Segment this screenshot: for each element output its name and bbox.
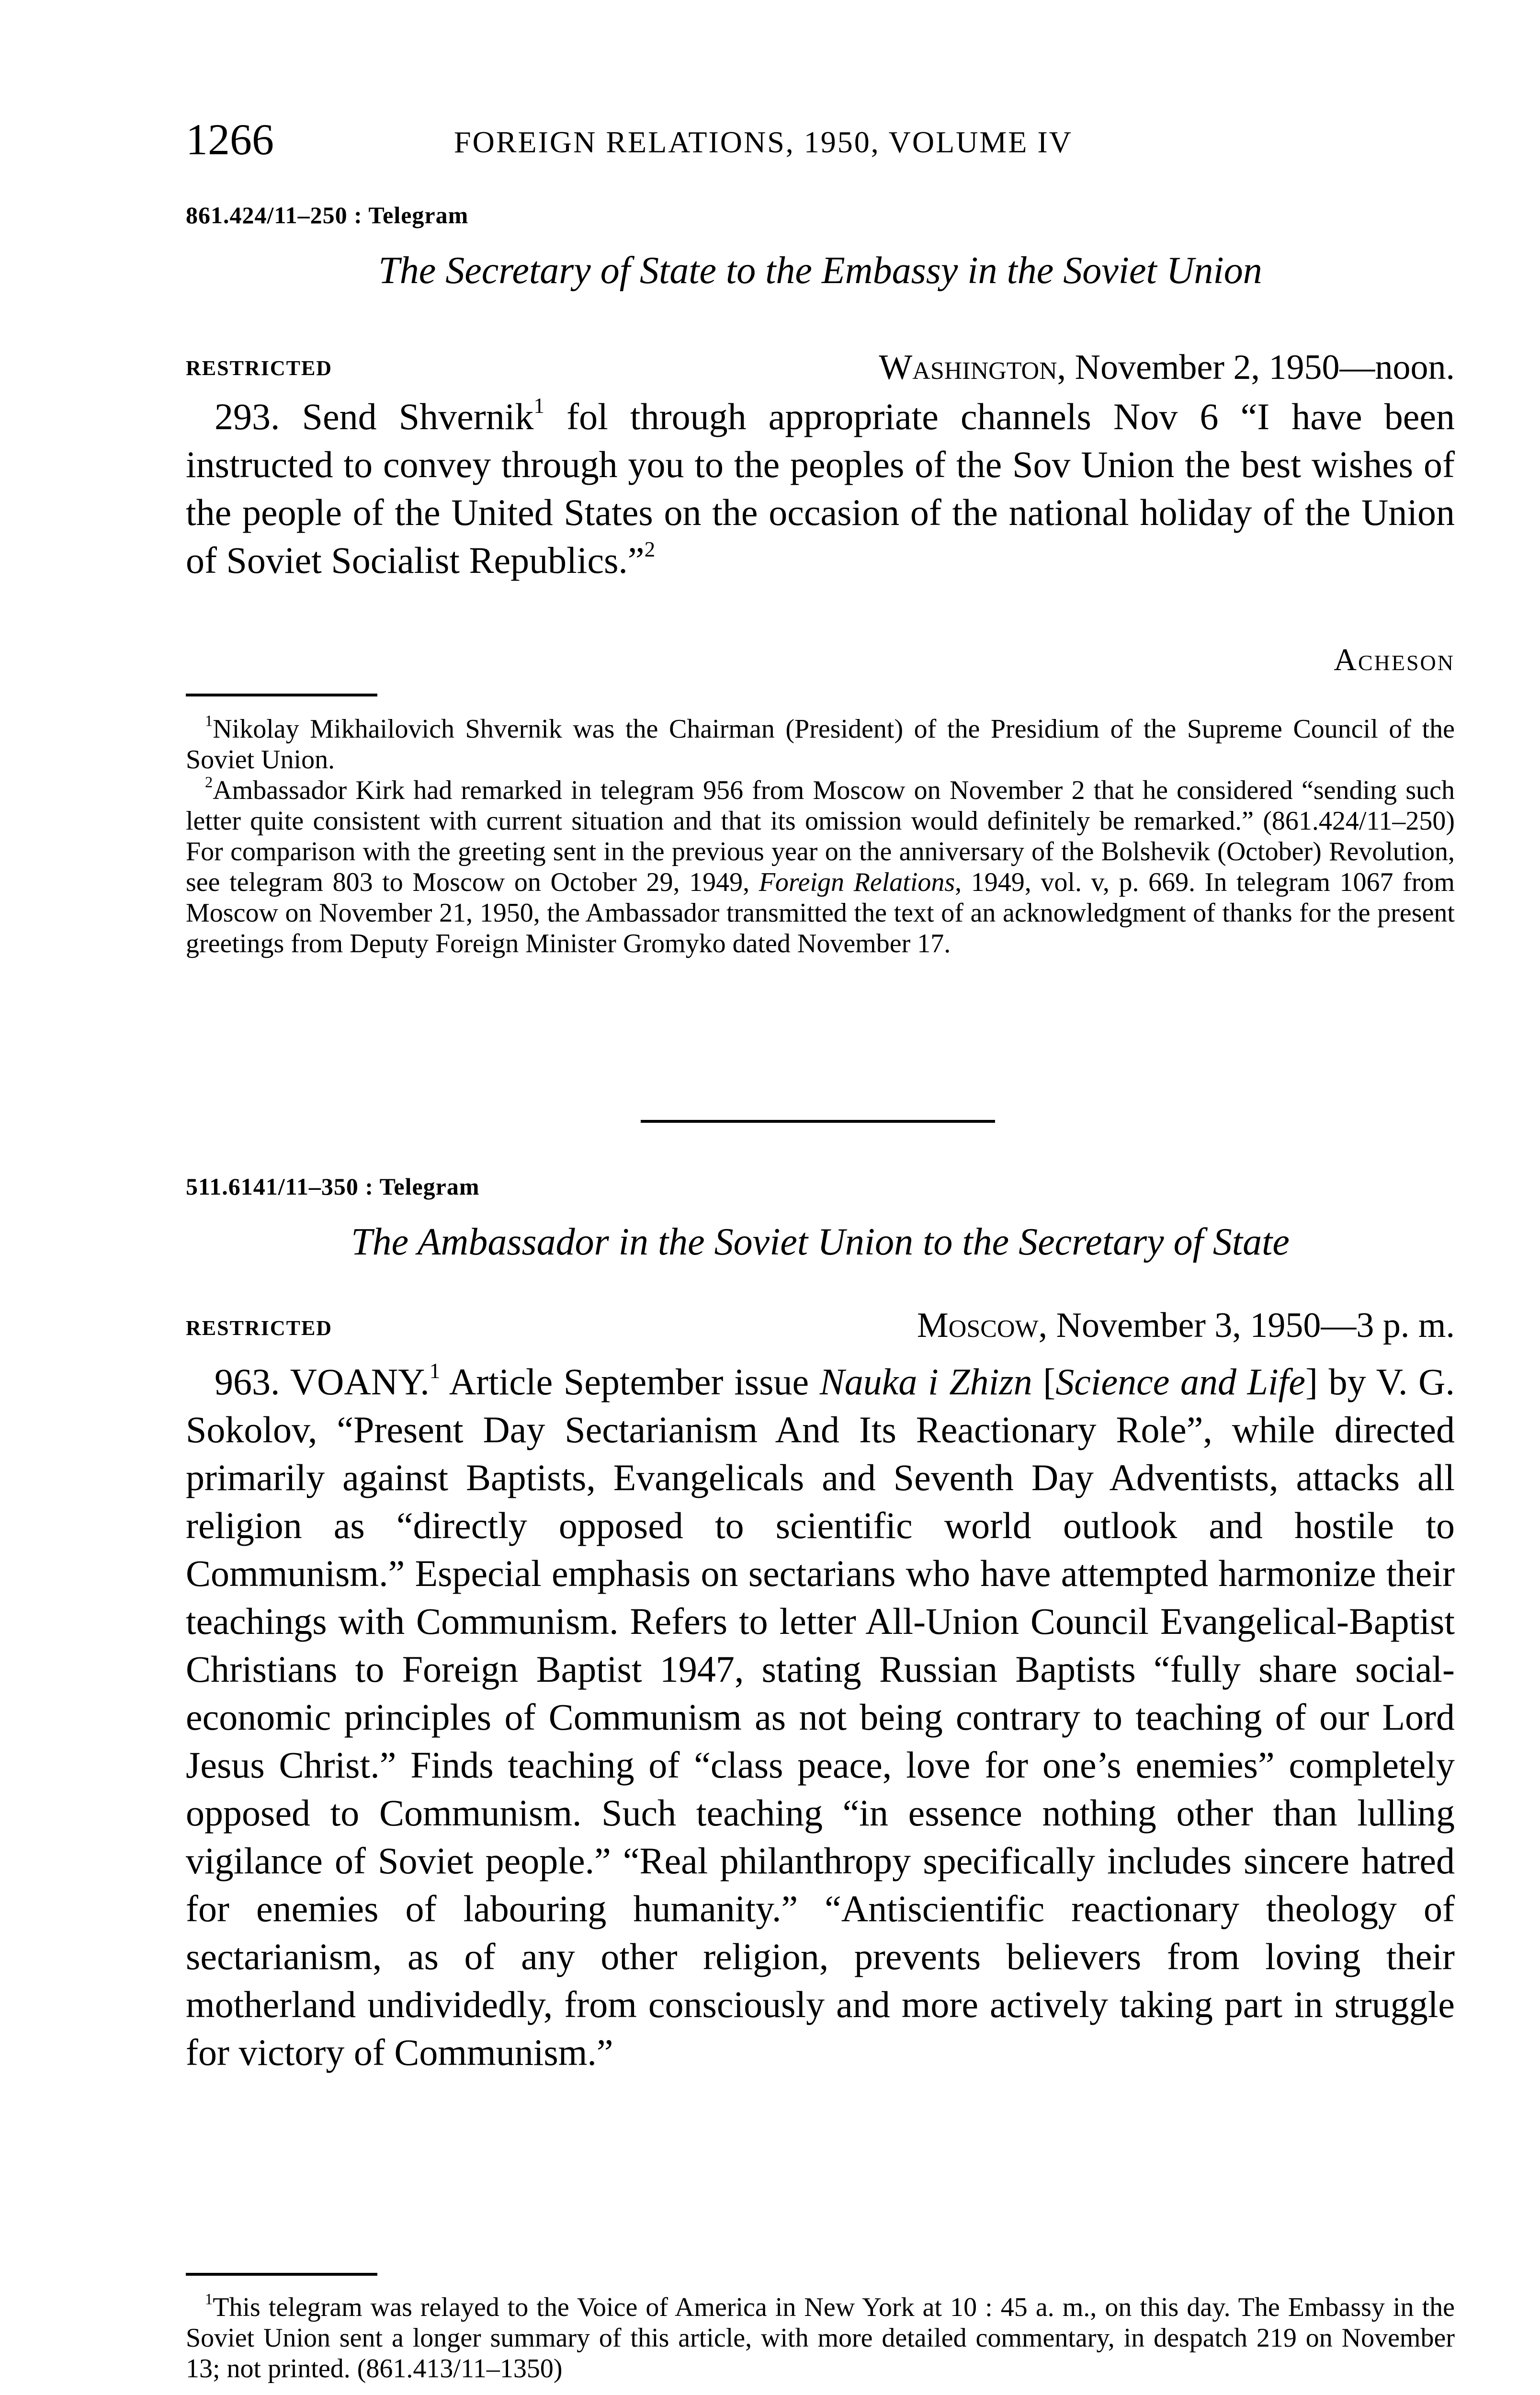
footnote-text: Ambassador Kirk had remarked in telegram 956 from Moscow on November 2 that he considered “sending such letter quite consistent with current situation and that its omission would definitely be remarked.” (861.424/11–250) For comparison with the greeting sent in the previous year on the anniversary of the Bolshevik (October) Revolution, see telegram 803 to Moscow on October 29, 1949, xyxy=(186,776,1455,897)
doc1-signature: Acheson xyxy=(1334,642,1455,677)
doc2-body xyxy=(186,1358,1455,2076)
doc1-text-b: fol through appropriate channels Nov 6 “I have been instructed to convey through you to the peoples of the Sov Union the best wishes of the people of the United States on the occasion of the national holiday of the Union of Soviet Socialist Republics.” xyxy=(186,396,1455,581)
doc2-heading: The Ambassador in the Soviet Union to the Secretary of State xyxy=(351,1221,1290,1263)
page-number: 1266 xyxy=(186,115,274,164)
doc2-journal-title: Nauka i Zhizn xyxy=(819,1361,1032,1403)
doc2-file-number: 511.6141/11–350 : Telegram xyxy=(186,1173,480,1200)
footnote-ref-1: 1 xyxy=(429,1359,441,1383)
doc2-text-b: Article September issue xyxy=(440,1361,820,1403)
doc1-body xyxy=(186,393,1455,584)
running-title: FOREIGN RELATIONS, 1950, VOLUME IV xyxy=(454,125,1073,159)
footnote-ref-2: 2 xyxy=(644,537,656,562)
footnote-rule xyxy=(186,694,377,696)
doc1-file-number: 861.424/11–250 : Telegram xyxy=(186,202,469,228)
doc1-paragraph xyxy=(186,393,1455,584)
doc2-bracket: [ xyxy=(1032,1361,1056,1403)
footnote-rule xyxy=(186,2273,377,2276)
footnote-italic-title: Foreign Relations xyxy=(759,867,955,897)
doc1-dateline-row xyxy=(186,347,1455,395)
doc2-bracket: ] xyxy=(1305,1361,1318,1403)
doc1-text-a: 293. Send Shvernik xyxy=(215,396,534,437)
running-head xyxy=(186,114,1479,171)
doc1-heading: The Secretary of State to the Embassy in the Soviet Union xyxy=(378,250,1262,292)
doc2-footnotes xyxy=(186,2292,1455,2384)
footnote-ref-1: 1 xyxy=(533,394,545,418)
footnote-2 xyxy=(186,775,1455,959)
doc2-journal-translation: Science and Life xyxy=(1055,1361,1305,1403)
footnote-marker: 1 xyxy=(205,712,213,730)
doc2-classification: RESTRICTED xyxy=(186,1316,333,1340)
doc2-dateline-row xyxy=(186,1305,1455,1353)
footnote-1 xyxy=(186,714,1455,775)
document-separator xyxy=(641,1120,995,1123)
doc1-footnotes xyxy=(186,714,1455,959)
doc2-dateline xyxy=(917,1305,1455,1346)
doc2-date: November 3, 1950—3 p. m. xyxy=(1056,1306,1455,1345)
doc2-place: Moscow, xyxy=(917,1306,1048,1345)
footnote-marker: 2 xyxy=(205,774,213,791)
doc1-dateline xyxy=(879,347,1455,388)
doc1-place: Washington, xyxy=(879,348,1066,387)
footnote-text: This telegram was relayed to the Voice of America in New York at 10 : 45 a. m., on this day. The Embassy in the Soviet Union sent a longer summary of this article, with more detailed commentary, in despatch 219 on November 13; not printed. (861.413/11–1350) xyxy=(186,2292,1455,2384)
doc2-text-a: 963. VOANY. xyxy=(215,1361,430,1403)
doc1-date: November 2, 1950—noon. xyxy=(1075,348,1455,387)
footnote-1 xyxy=(186,2292,1455,2384)
doc1-classification: RESTRICTED xyxy=(186,356,333,380)
doc2-text-c: by V. G. Sokolov, “Present Day Sectarianism And Its Reactionary Role”, while directed primarily against Baptists, Evangelicals and Seventh Day Adventists, attacks all religion as “directly opposed to scientific world outlook and hostile to Communism.” Especial emphasis on sectarians who have attempted harmonize their teachings with Communism. Refers to letter All-Union Council Evangelical-Baptist Christians to Foreign Baptist 1947, stating Russian Baptists “fully share social-economic principles of Communism as not being contrary to teaching of our Lord Jesus Christ.” Finds teaching of “class peace, love for one’s enemies” completely opposed to Communism. Such teaching “in essence nothing other than lulling vigilance of Soviet people.” “Real philanthropy specifically includes sincere hatred for enemies of labouring humanity.” “Antiscientific reactionary theology of sectarianism, as of any other religion, prevents believers from loving their motherland undividedly, from consciously and more actively taking part in struggle for victory of Communism.” xyxy=(186,1361,1455,2073)
footnote-text: , 1949, vol. v, p. 669. In telegram 1067 from Moscow on November 21, 1950, the Ambassador transmitted the text of an acknowledgment of thanks for the present greetings from Deputy Foreign Minister Gromyko dated November 17. xyxy=(186,867,1455,958)
doc2-paragraph xyxy=(186,1358,1455,2076)
footnote-marker: 1 xyxy=(205,2291,213,2308)
footnote-text: Nikolay Mikhailovich Shvernik was the Chairman (President) of the Presidium of the Supreme Council of the Soviet Union. xyxy=(186,714,1455,775)
